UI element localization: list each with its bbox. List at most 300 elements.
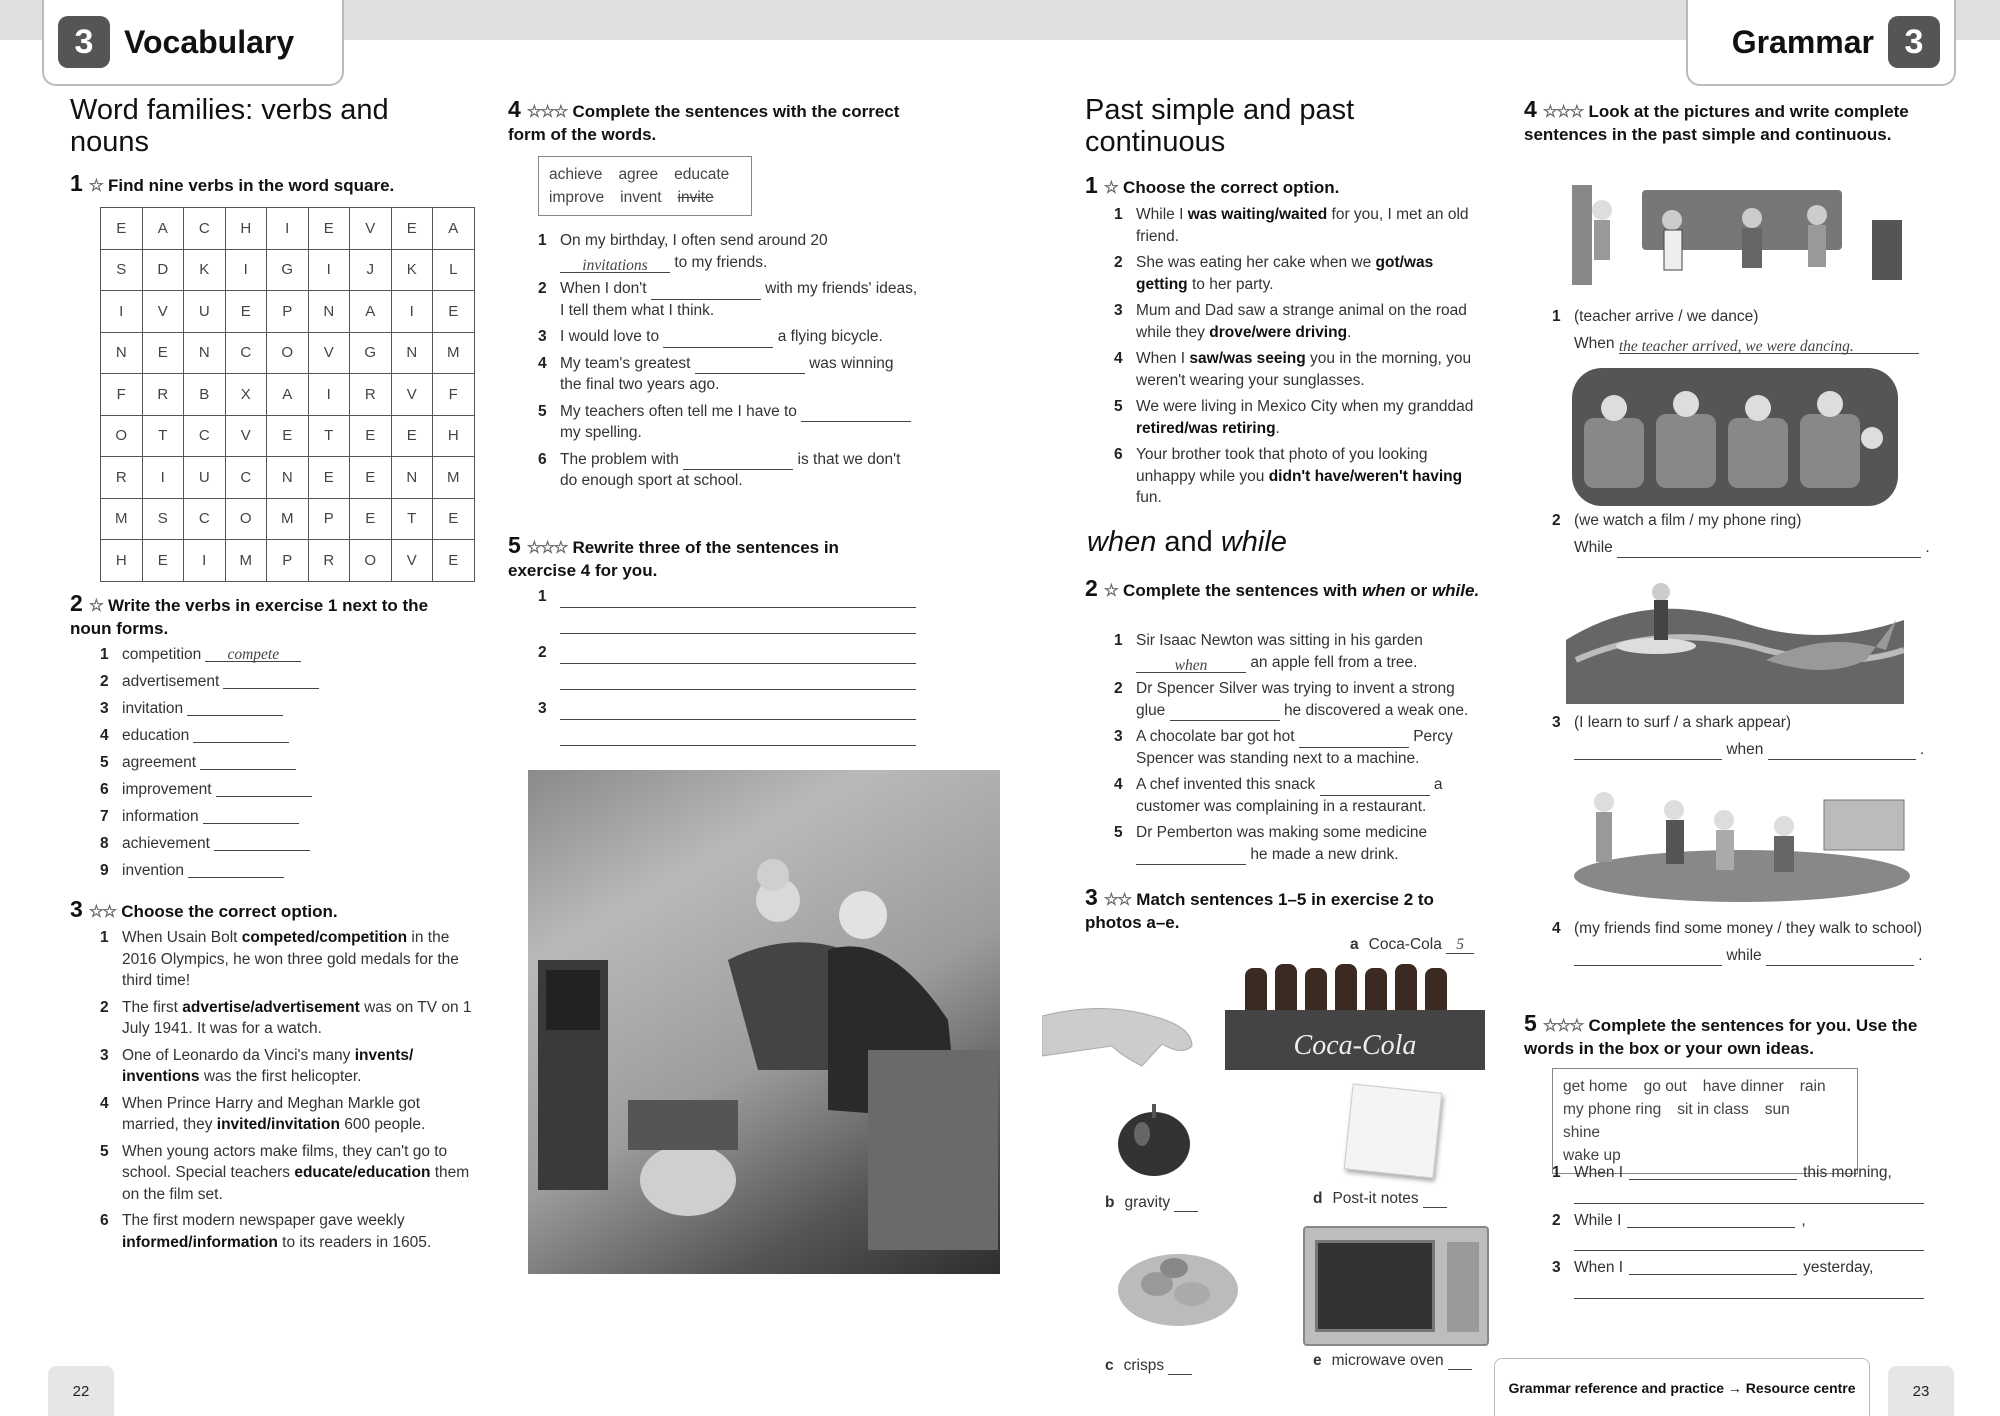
- apple-photo: [1114, 1098, 1194, 1178]
- star-icon: ☆: [1103, 581, 1118, 600]
- noun-form: education: [122, 727, 190, 744]
- list-item: [1114, 726, 1488, 769]
- answer-blank[interactable]: when: [1136, 655, 1246, 673]
- item-number: 4: [1114, 776, 1123, 793]
- text-part: A chef invented this snack: [1136, 776, 1316, 793]
- item-text: [1136, 396, 1488, 439]
- option-choice[interactable]: saw/was seeing: [1189, 350, 1306, 367]
- item-text: [1136, 630, 1488, 673]
- text-part: a customer was complaining in a restaurant.: [1136, 776, 1443, 815]
- text-part: my spelling.: [560, 424, 642, 441]
- writing-line[interactable]: [1574, 1281, 1924, 1299]
- item-text: [122, 1093, 472, 1136]
- grid-cell: E: [101, 208, 143, 250]
- grid-cell: S: [142, 498, 184, 540]
- grid-cell: I: [101, 291, 143, 333]
- exercise-3-list: [100, 927, 472, 1258]
- list-item: [100, 698, 460, 720]
- word-square: [100, 207, 475, 582]
- answer-blank[interactable]: [1299, 730, 1409, 748]
- answer-blank[interactable]: [801, 404, 911, 422]
- grid-cell: A: [433, 208, 475, 250]
- item-row: [1552, 1162, 1932, 1184]
- answer-blank[interactable]: [1629, 1257, 1797, 1275]
- item-row: [1552, 1210, 1932, 1232]
- item-number: 1: [100, 929, 109, 946]
- grid-cell: N: [391, 332, 433, 374]
- option-choice[interactable]: drove/were driving: [1209, 323, 1348, 341]
- exercise-5-list: [1552, 1162, 1932, 1305]
- list-item: [100, 1093, 472, 1136]
- writing-line[interactable]: [560, 642, 916, 664]
- answer-blank[interactable]: [683, 452, 793, 470]
- option-choice[interactable]: was waiting/waited: [1187, 206, 1328, 223]
- grid-cell: I: [267, 208, 309, 250]
- hand-photo: [1042, 996, 1202, 1076]
- writing-line[interactable]: [1574, 1186, 1924, 1204]
- item-number: 1: [1552, 1164, 1561, 1181]
- exercise-2-heading: 2 ☆ Write the verbs in exercise 1 next to the noun forms.: [70, 590, 429, 638]
- item-text: [122, 997, 472, 1040]
- grid-cell: E: [433, 498, 475, 540]
- list-item: [1114, 678, 1488, 721]
- grid-cell: V: [142, 291, 184, 333]
- item-text: [1136, 726, 1488, 769]
- surfing-shark-illustration: [1566, 580, 1904, 704]
- text-part: One of Leonardo da Vinci's many: [122, 1046, 355, 1064]
- grid-row: [101, 374, 475, 416]
- text-part: 600 people.: [339, 1116, 426, 1133]
- answer-blank[interactable]: invitations: [560, 255, 670, 273]
- answer-blank[interactable]: [216, 779, 312, 797]
- grid-cell: I: [308, 249, 350, 291]
- text-part: .: [1347, 323, 1352, 341]
- item-number: 4: [100, 727, 109, 744]
- item-text: [560, 278, 918, 321]
- item-number: 7: [100, 808, 109, 825]
- text-part: you in the morning, you weren't wearing your sunglasses.: [1136, 350, 1472, 389]
- grid-cell: M: [433, 332, 475, 374]
- grid-cell: E: [350, 457, 392, 499]
- item-text: [560, 401, 918, 444]
- exercise-2-list: [100, 644, 460, 887]
- text-part: When Usain Bolt: [122, 929, 242, 946]
- item-number: 2: [538, 280, 547, 297]
- list-item: [100, 779, 460, 801]
- photo-caption-c: c crisps: [1105, 1357, 1192, 1375]
- text-part: them on the film set.: [122, 1164, 470, 1203]
- text-part: in the 2016 Olympics, he won three gold medals for the third time!: [122, 929, 459, 989]
- grid-cell: T: [308, 415, 350, 457]
- item-text: [560, 326, 883, 348]
- writing-lines[interactable]: [560, 642, 916, 690]
- item-number: 5: [1114, 824, 1123, 841]
- answer-blank[interactable]: [695, 356, 805, 374]
- grid-cell: N: [267, 457, 309, 499]
- grid-cell: A: [267, 374, 309, 416]
- text-part: When Prince Harry and Meghan Markle got married, they: [122, 1094, 421, 1133]
- grid-row: [101, 457, 475, 499]
- item-text: [122, 1045, 472, 1088]
- answer-blank[interactable]: [1320, 778, 1430, 796]
- item-number: 4: [100, 1094, 109, 1112]
- list-item: [100, 1045, 472, 1088]
- option-choice[interactable]: informed/information: [122, 1233, 278, 1251]
- list-item: [1552, 1257, 1932, 1299]
- answer-blank[interactable]: [187, 698, 283, 716]
- noun-form: agreement: [122, 754, 197, 771]
- grammar-reference-link[interactable]: Grammar reference and practice → Resource centre: [1494, 1358, 1870, 1416]
- list-item: [1114, 774, 1488, 817]
- answer-blank[interactable]: [193, 725, 289, 743]
- grid-cell: F: [101, 374, 143, 416]
- item-text: [1136, 774, 1488, 817]
- word-box: achieve agree educate improve invent invite: [538, 156, 752, 216]
- answer-blank[interactable]: [1627, 1210, 1795, 1228]
- text-part: Mum and Dad saw a strange animal on the road while they: [1136, 302, 1467, 341]
- grid-cell: I: [142, 457, 184, 499]
- text-part: .: [1275, 419, 1280, 437]
- grid-cell: N: [101, 332, 143, 374]
- answer-blank[interactable]: [1629, 1162, 1797, 1180]
- answer-blank[interactable]: [200, 752, 296, 770]
- noun-form: invitation: [122, 700, 184, 717]
- grid-cell: V: [308, 332, 350, 374]
- item-text: [560, 449, 918, 492]
- writing-line[interactable]: [560, 698, 916, 720]
- list-item: [538, 401, 918, 444]
- list-item: [1114, 396, 1488, 439]
- friends-finding-money-illustration: [1574, 780, 1910, 904]
- item-number: 6: [100, 1212, 109, 1229]
- writing-line[interactable]: [1574, 1233, 1924, 1251]
- list-item: [1114, 204, 1488, 247]
- exercise-5-heading: 5 ☆☆☆ Rewrite three of the sentences in exercise 4 for you.: [508, 532, 839, 580]
- grid-row: [101, 415, 475, 457]
- text-part: this morning,: [1803, 1164, 1892, 1181]
- grid-cell: J: [350, 249, 392, 291]
- item-number: 1: [1114, 206, 1123, 223]
- answer-blank[interactable]: [1136, 847, 1246, 865]
- noun-form: competition: [122, 646, 202, 663]
- text-part: While I: [1574, 1211, 1622, 1229]
- text-part: Your brother took that photo of you looking unhappy while you: [1136, 446, 1428, 485]
- list-item: [538, 326, 918, 348]
- list-item: [100, 997, 472, 1040]
- writing-line[interactable]: [560, 668, 916, 690]
- exercise-1-list: [1114, 204, 1488, 514]
- answer-blank[interactable]: compete: [205, 644, 301, 662]
- item-number: 6: [538, 450, 547, 468]
- list-item: [100, 725, 460, 747]
- grid-cell: S: [101, 249, 143, 291]
- item-number: 4: [538, 354, 547, 372]
- answer-blank[interactable]: [188, 860, 284, 878]
- grid-cell: L: [433, 249, 475, 291]
- section-title: Vocabulary: [124, 23, 295, 60]
- cinema-illustration: [1572, 368, 1898, 506]
- option-choice[interactable]: retired/was retiring: [1136, 419, 1276, 437]
- grid-cell: F: [433, 374, 475, 416]
- exercise-2-heading: 2 ☆ Complete the sentences with when or while.: [1085, 575, 1480, 601]
- item-number: 5: [1114, 398, 1123, 415]
- grid-cell: H: [225, 208, 267, 250]
- exercise-4-list: [538, 230, 918, 497]
- exercise-4-heading: 4 ☆☆☆ Look at the pictures and write complete sentences in the past simple and continuous.: [1524, 96, 1909, 144]
- writing-item: [538, 698, 916, 746]
- page-title: Past simple and past continuous: [1085, 94, 1355, 158]
- star-icon: ☆☆☆: [1542, 1016, 1583, 1035]
- star-icon: ☆☆☆: [526, 102, 567, 121]
- grid-cell: I: [184, 540, 226, 582]
- list-item: [100, 833, 460, 855]
- grid-cell: D: [142, 249, 184, 291]
- grid-cell: R: [142, 374, 184, 416]
- unit-tab-grammar: [1686, 0, 1956, 86]
- star-icon: ☆☆☆: [1542, 102, 1583, 121]
- list-item: [100, 927, 472, 992]
- text-part: Dr Spencer Silver was trying to invent a strong glue: [1136, 680, 1455, 719]
- grid-cell: U: [184, 457, 226, 499]
- grid-cell: V: [225, 415, 267, 457]
- grid-cell: M: [101, 498, 143, 540]
- grid-cell: P: [267, 540, 309, 582]
- grid-cell: N: [184, 332, 226, 374]
- noun-form: information: [122, 808, 199, 825]
- text-part: When I: [1574, 1259, 1624, 1276]
- grid-cell: A: [350, 291, 392, 333]
- grid-cell: O: [101, 415, 143, 457]
- item-text: [560, 230, 918, 273]
- grid-cell: P: [308, 498, 350, 540]
- item-number: 1: [100, 646, 109, 663]
- list-item: [538, 278, 918, 321]
- text-part: to its readers in 1605.: [277, 1233, 432, 1251]
- text-part: with my friends' ideas, I tell them what I think.: [560, 280, 918, 319]
- list-item: [100, 860, 460, 882]
- grid-cell: E: [142, 540, 184, 582]
- item-number: 1: [538, 588, 547, 605]
- grid-cell: V: [350, 208, 392, 250]
- grid-cell: C: [184, 415, 226, 457]
- item-text: [122, 927, 472, 992]
- item-number: 4: [1114, 350, 1123, 367]
- item-number: 3: [1552, 1259, 1561, 1276]
- list-item: [1114, 252, 1488, 295]
- grid-cell: V: [391, 374, 433, 416]
- section-title: Grammar: [1731, 23, 1874, 60]
- grid-cell: H: [433, 415, 475, 457]
- item-number: 2: [100, 673, 109, 690]
- answer-blank[interactable]: [214, 833, 310, 851]
- photo-caption-d: d Post-it notes: [1313, 1190, 1447, 1208]
- option-choice[interactable]: educate/education: [294, 1164, 431, 1181]
- text-part: The problem with: [560, 450, 679, 468]
- item-number: 1: [1114, 632, 1123, 649]
- grid-cell: N: [391, 457, 433, 499]
- item-number: 2: [1552, 1211, 1561, 1229]
- item-number: 2: [538, 644, 547, 661]
- answer-blank[interactable]: [663, 330, 773, 348]
- grid-row: [101, 208, 475, 250]
- grid-cell: I: [391, 291, 433, 333]
- grid-cell: E: [433, 540, 475, 582]
- item-number: 3: [538, 328, 547, 345]
- grid-row: [101, 291, 475, 333]
- answer-blank[interactable]: [1170, 703, 1280, 721]
- page-number-right: 23: [1888, 1366, 1954, 1416]
- grid-cell: C: [184, 208, 226, 250]
- writing-line[interactable]: [560, 724, 916, 746]
- grid-cell: E: [391, 208, 433, 250]
- writing-lines[interactable]: [560, 586, 916, 634]
- list-item: [1114, 300, 1488, 343]
- text-part: was winning the final two years ago.: [560, 354, 894, 393]
- grid-cell: E: [308, 457, 350, 499]
- text-part: She was eating her cake when we: [1136, 254, 1376, 271]
- exercise-5-heading: 5 ☆☆☆ Complete the sentences for you. Use the words in the box or your own ideas.: [1524, 1010, 1918, 1058]
- option-choice[interactable]: invents/ inventions: [122, 1046, 414, 1085]
- star-icon: ☆☆☆: [526, 538, 567, 557]
- text-part: Percy Spencer was standing next to a machine.: [1136, 728, 1453, 767]
- text-part: to her party.: [1187, 275, 1274, 293]
- text-part: When I don't: [560, 280, 647, 297]
- list-item: [1114, 444, 1488, 509]
- text-part: ,: [1801, 1211, 1806, 1229]
- list-item: [100, 752, 460, 774]
- text-part: When I: [1136, 350, 1190, 367]
- star-icon: ☆: [88, 176, 103, 195]
- grid-cell: T: [142, 415, 184, 457]
- option-choice[interactable]: competed/competition: [241, 929, 408, 946]
- grid-row: [101, 540, 475, 582]
- crisps-photo: [1112, 1232, 1244, 1332]
- grid-cell: K: [184, 249, 226, 291]
- option-choice[interactable]: invited/invitation: [216, 1116, 340, 1133]
- text-part: While I: [1136, 206, 1188, 223]
- item-number: 6: [1114, 446, 1123, 463]
- exercise-2-list: [1114, 630, 1488, 870]
- text-part: The first modern newspaper gave weekly: [122, 1212, 405, 1229]
- exercise-3-heading: 3 ☆☆ Match sentences 1–5 in exercise 2 to photos a–e.: [1085, 884, 1434, 932]
- exercise-1-heading: 1 ☆ Find nine verbs in the word square.: [70, 170, 395, 196]
- list-item: [538, 449, 918, 492]
- word-box: get home go out have dinner rain my phone ring sit in class sun shine wake up: [1552, 1068, 1858, 1174]
- list-item: [1552, 1210, 1932, 1252]
- item-number: 3: [1114, 302, 1123, 319]
- photo-caption-a: a Coca-Cola 5: [1350, 936, 1474, 954]
- exercise-1-heading: 1 ☆ Choose the correct option.: [1085, 172, 1340, 198]
- unit-number-badge: 3: [58, 16, 110, 68]
- text-part: Sir Isaac Newton was sitting in his garden: [1136, 632, 1423, 649]
- grid-cell: K: [391, 249, 433, 291]
- grid-cell: G: [267, 249, 309, 291]
- text-part: The first: [122, 998, 183, 1016]
- star-icon: ☆: [88, 596, 103, 615]
- exercise-4-item-3: 3 (I learn to surf / a shark appear) when .: [1552, 712, 1932, 760]
- text-part: an apple fell from a tree.: [1250, 653, 1418, 671]
- star-icon: ☆: [1103, 178, 1118, 197]
- text-part: he made a new drink.: [1250, 845, 1399, 863]
- text-part: for you, I met an old friend.: [1136, 206, 1469, 245]
- grid-cell: R: [308, 540, 350, 582]
- answer-blank[interactable]: [223, 671, 319, 689]
- item-number: 6: [100, 781, 109, 798]
- writing-item: [538, 642, 916, 690]
- exercise-4-item-2: 2 (we watch a film / my phone ring) While .: [1552, 510, 1932, 558]
- grid-cell: C: [225, 332, 267, 374]
- noun-form: invention: [122, 862, 185, 879]
- exercise-3-heading: 3 ☆☆ Choose the correct option.: [70, 896, 338, 922]
- text-part: My team's greatest: [560, 354, 691, 372]
- grid-cell: P: [267, 291, 309, 333]
- item-number: 2: [1114, 680, 1123, 697]
- text-part: A chocolate bar got hot: [1136, 728, 1295, 745]
- grid-cell: X: [225, 374, 267, 416]
- grid-cell: I: [308, 374, 350, 416]
- grid-cell: C: [184, 498, 226, 540]
- noun-form: advertisement: [122, 673, 220, 690]
- list-item: [1114, 822, 1488, 865]
- grid-cell: A: [142, 208, 184, 250]
- grid-cell: O: [350, 540, 392, 582]
- family-watching-tv-photo: [528, 770, 1000, 1274]
- answer-blank[interactable]: [651, 282, 761, 300]
- text-part: a flying bicycle.: [777, 328, 883, 345]
- page-number-left: 22: [48, 1366, 114, 1416]
- text-part: he discovered a weak one.: [1283, 701, 1469, 719]
- item-number: 3: [1114, 728, 1123, 745]
- noun-form: achievement: [122, 835, 210, 852]
- item-number: 3: [538, 700, 547, 717]
- exercise-5-writing-lines: [538, 586, 916, 754]
- item-text: [1136, 822, 1488, 865]
- option-choice[interactable]: didn't have/weren't having: [1268, 467, 1463, 485]
- grid-cell: N: [308, 291, 350, 333]
- item-text: [1136, 444, 1488, 509]
- writing-line[interactable]: [560, 612, 916, 634]
- list-item: [100, 806, 460, 828]
- answer-blank[interactable]: [203, 806, 299, 824]
- item-text: [1136, 348, 1488, 391]
- grid-cell: U: [184, 291, 226, 333]
- grid-cell: H: [101, 540, 143, 582]
- writing-lines[interactable]: [560, 698, 916, 746]
- item-number: 1: [538, 232, 547, 249]
- grid-cell: B: [184, 374, 226, 416]
- text-part: We were living in Mexico City when my granddad: [1136, 398, 1474, 415]
- unit-tab-vocabulary: [42, 0, 344, 86]
- coca-cola-crate-photo: [1225, 962, 1485, 1074]
- list-item: [100, 644, 460, 666]
- grid-cell: O: [225, 498, 267, 540]
- grid-cell: E: [391, 415, 433, 457]
- option-choice[interactable]: got/was getting: [1136, 254, 1434, 293]
- star-icon: ☆☆: [1103, 890, 1131, 909]
- writing-line[interactable]: [560, 586, 916, 608]
- option-choice[interactable]: advertise/advertisement: [182, 998, 360, 1016]
- grid-cell: M: [267, 498, 309, 540]
- page-title: Word families: verbs and nouns: [70, 94, 389, 158]
- item-text: [1136, 204, 1488, 247]
- item-text: [1136, 678, 1488, 721]
- item-row: [1552, 1257, 1932, 1279]
- exercise-4-item-4: 4 (my friends find some money / they walk to school) while .: [1552, 918, 1932, 966]
- writing-item: [538, 586, 916, 634]
- text-part: to my friends.: [674, 253, 768, 271]
- item-text: [122, 1141, 472, 1206]
- grid-cell: C: [225, 457, 267, 499]
